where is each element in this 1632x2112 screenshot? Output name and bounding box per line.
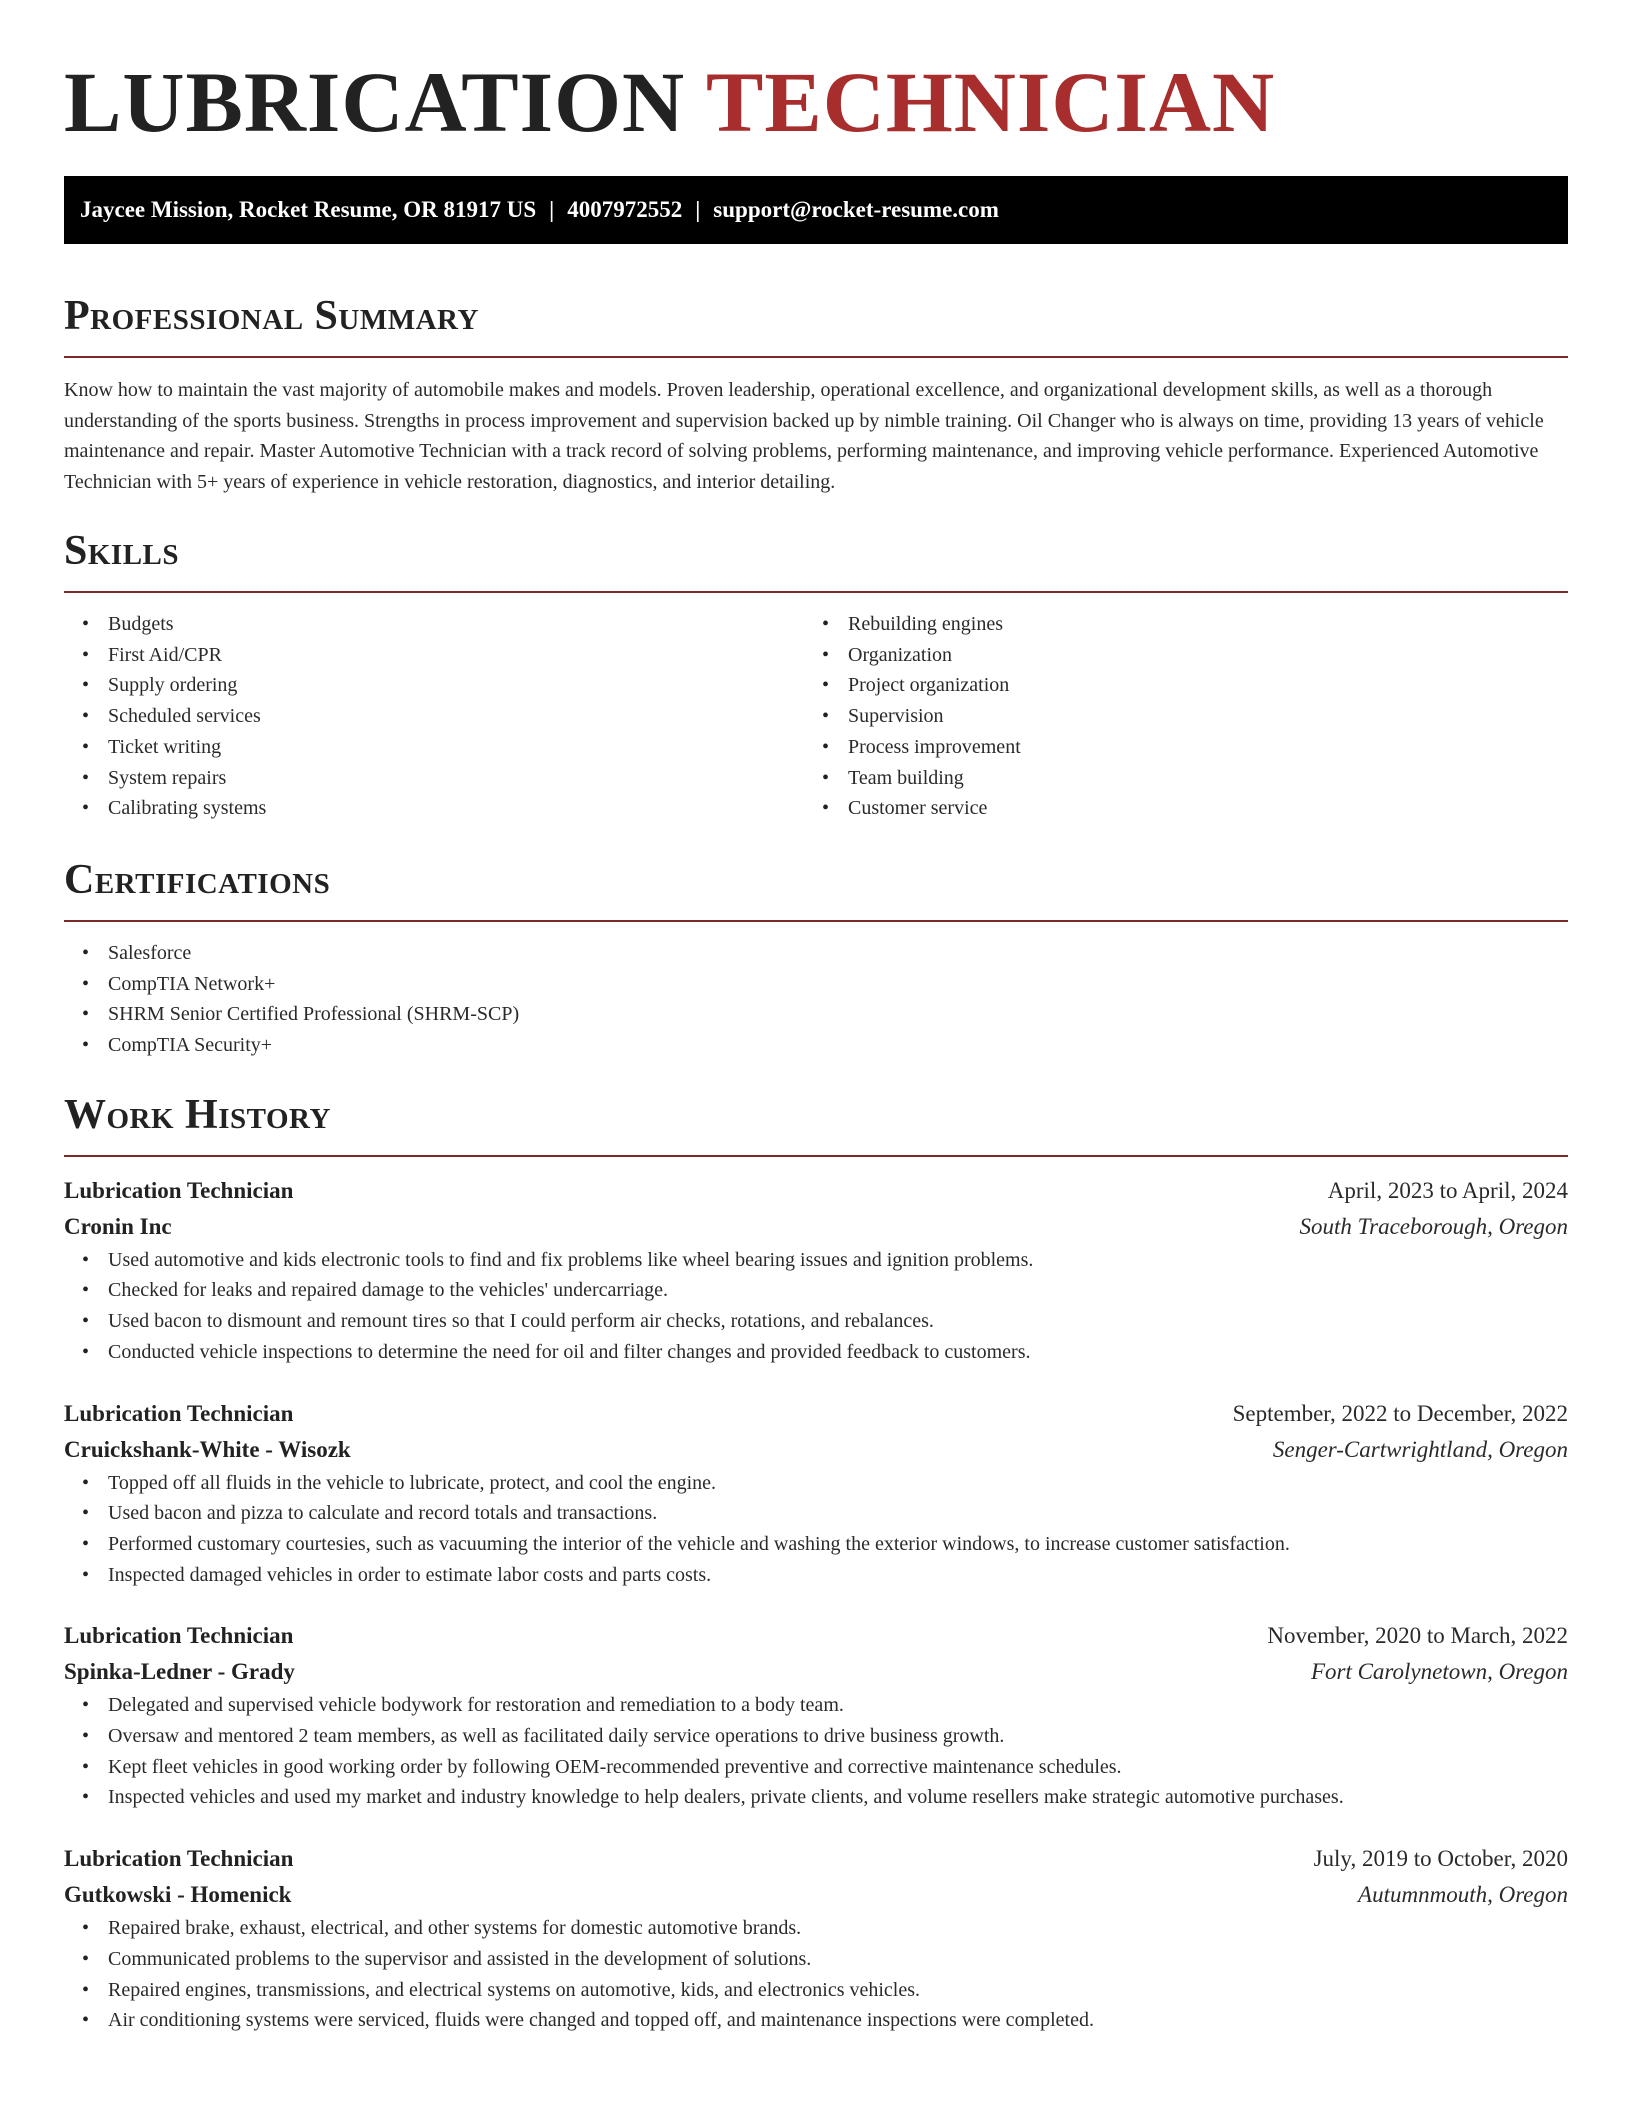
job-bullet: • Checked for leaks and repaired damage to the vehicles' undercarriage. <box>108 1275 1568 1306</box>
job-bullet: • Oversaw and mentored 2 team members, as well as facilitated daily service operations to drive business growth. <box>108 1721 1568 1752</box>
skill-item: • First Aid/CPR <box>108 640 804 671</box>
skills-column-right <box>804 609 1544 824</box>
job-header <box>64 1173 1568 1209</box>
job-bullet: • Topped off all fluids in the vehicle to lubricate, protect, and cool the engine. <box>108 1468 1568 1499</box>
certifications-list <box>64 938 1568 1061</box>
job-title: Lubrication Technician <box>64 1400 294 1426</box>
job-company: Spinka-Ledner - Grady <box>64 1659 295 1685</box>
job-dates: November, 2020 to March, 2022 <box>1267 1623 1568 1649</box>
section-divider <box>64 591 1568 593</box>
skill-item: • Project organization <box>848 670 1544 701</box>
job-subheader <box>64 1209 1568 1245</box>
title-part-2: TECHNICIAN <box>706 54 1276 150</box>
job-bullet: • Delegated and supervised vehicle bodywork for restoration and remediation to a body team. <box>108 1690 1568 1721</box>
job-entry <box>64 1618 1568 1813</box>
contact-separator: | <box>695 197 701 222</box>
job-dates: September, 2022 to December, 2022 <box>1232 1400 1568 1426</box>
skills-heading: Skills <box>64 528 180 574</box>
summary-section <box>64 288 1568 497</box>
job-bullets <box>64 1468 1568 1591</box>
job-entry <box>64 1841 1568 2036</box>
job-bullet: • Kept fleet vehicles in good working order by following OEM-recommended preventive and corrective maintenance schedules. <box>108 1752 1568 1783</box>
skill-item: • Organization <box>848 640 1544 671</box>
job-title: Lubrication Technician <box>64 1623 294 1649</box>
skills-column-left <box>64 609 804 824</box>
contact-separator: | <box>549 197 555 222</box>
title-part-1: LUBRICATION <box>64 54 686 150</box>
skill-item: • Scheduled services <box>108 701 804 732</box>
job-header <box>64 1618 1568 1654</box>
section-divider <box>64 920 1568 922</box>
job-bullets <box>64 1690 1568 1813</box>
job-subheader <box>64 1432 1568 1468</box>
skills-section <box>64 523 1568 824</box>
job-title: Lubrication Technician <box>64 1846 294 1872</box>
section-divider <box>64 356 1568 358</box>
certifications-heading: Certifications <box>64 856 331 903</box>
skill-item: • Ticket writing <box>108 732 804 763</box>
job-dates: April, 2023 to April, 2024 <box>1327 1177 1568 1203</box>
job-header <box>64 1396 1568 1432</box>
job-dates: July, 2019 to October, 2020 <box>1313 1846 1568 1872</box>
job-entry <box>64 1173 1568 1368</box>
resume-title <box>64 0 1568 156</box>
summary-text: Know how to maintain the vast majority of automobile makes and models. Proven leadership, operational excellence, and organizational development skills, as well as a thorough understanding of the sports business. Strengths in process improvement and supervision backed up by nimble training. Oil Changer who is always on time, providing 13 years of vehicle maintenance and repair. Master Automotive Technician with a track record of solving problems, performing maintenance, and improving vehicle performance. Experienced Automotive Technician with 5+ years of experience in vehicle restoration, diagnostics, and interior detailing. <box>64 379 1544 493</box>
skill-item: • Budgets <box>108 609 804 640</box>
job-location: South Traceborough, Oregon <box>1299 1213 1568 1239</box>
work-history-section <box>64 1087 1568 2036</box>
job-bullet: • Performed customary courtesies, such as vacuuming the interior of the vehicle and washing the exterior windows, to increase customer satisfaction. <box>108 1529 1568 1560</box>
contact-bar <box>64 176 1568 244</box>
skills-columns <box>64 609 1568 824</box>
job-entry <box>64 1396 1568 1591</box>
certification-item: • SHRM Senior Certified Professional (SHRM-SCP) <box>108 999 1568 1030</box>
job-bullet: • Air conditioning systems were serviced, fluids were changed and topped off, and maintenance inspections were completed. <box>108 2005 1568 2036</box>
skill-item: • Team building <box>848 763 1544 794</box>
skill-item: • Customer service <box>848 793 1544 824</box>
job-bullet: • Conducted vehicle inspections to determine the need for oil and filter changes and provided feedback to customers. <box>108 1337 1568 1368</box>
skill-item: • Supervision <box>848 701 1544 732</box>
skill-item: • System repairs <box>108 763 804 794</box>
skill-item: • Rebuilding engines <box>848 609 1544 640</box>
job-bullets <box>64 1245 1568 1368</box>
job-location: Autumnmouth, Oregon <box>1358 1882 1568 1908</box>
work-history-heading: Work History <box>64 1091 331 1138</box>
job-bullet: • Used bacon to dismount and remount tires so that I could perform air checks, rotations, and rebalances. <box>108 1306 1568 1337</box>
job-header <box>64 1841 1568 1877</box>
job-bullet: • Inspected damaged vehicles in order to estimate labor costs and parts costs. <box>108 1560 1568 1591</box>
job-bullet: • Repaired engines, transmissions, and electrical systems on automotive, kids, and electronics vehicles. <box>108 1975 1568 2006</box>
job-bullet: • Repaired brake, exhaust, electrical, and other systems for domestic automotive brands. <box>108 1913 1568 1944</box>
certification-item: • CompTIA Network+ <box>108 969 1568 1000</box>
summary-heading: Professional Summary <box>64 293 479 339</box>
job-company: Cronin Inc <box>64 1213 172 1239</box>
job-subheader <box>64 1877 1568 1913</box>
job-location: Senger-Cartwrightland, Oregon <box>1272 1436 1568 1462</box>
job-bullet: • Communicated problems to the supervisor and assisted in the development of solutions. <box>108 1944 1568 1975</box>
job-company: Cruickshank-White - Wisozk <box>64 1436 351 1462</box>
job-location: Fort Carolynetown, Oregon <box>1310 1659 1568 1685</box>
job-bullet: • Inspected vehicles and used my market and industry knowledge to help dealers, private clients, and volume resellers make strategic automotive purchases. <box>108 1782 1568 1813</box>
job-subheader <box>64 1654 1568 1690</box>
skill-item: • Supply ordering <box>108 670 804 701</box>
contact-address: Jaycee Mission, Rocket Resume, OR 81917 US <box>80 197 537 222</box>
job-bullet: • Used automotive and kids electronic tools to find and fix problems like wheel bearing issues and ignition problems. <box>108 1245 1568 1276</box>
certifications-section <box>64 852 1568 1061</box>
contact-email: support@rocket-resume.com <box>713 197 999 222</box>
skill-item: • Calibrating systems <box>108 793 804 824</box>
job-title: Lubrication Technician <box>64 1177 294 1203</box>
certification-item: • Salesforce <box>108 938 1568 969</box>
job-bullets <box>64 1913 1568 2036</box>
contact-phone: 4007972552 <box>567 197 683 222</box>
certification-item: • CompTIA Security+ <box>108 1030 1568 1061</box>
skill-item: • Process improvement <box>848 732 1544 763</box>
job-company: Gutkowski - Homenick <box>64 1882 292 1908</box>
job-bullet: • Used bacon and pizza to calculate and record totals and transactions. <box>108 1498 1568 1529</box>
skills-list-right <box>804 609 1544 824</box>
skills-list-left <box>64 609 804 824</box>
section-divider <box>64 1155 1568 1157</box>
